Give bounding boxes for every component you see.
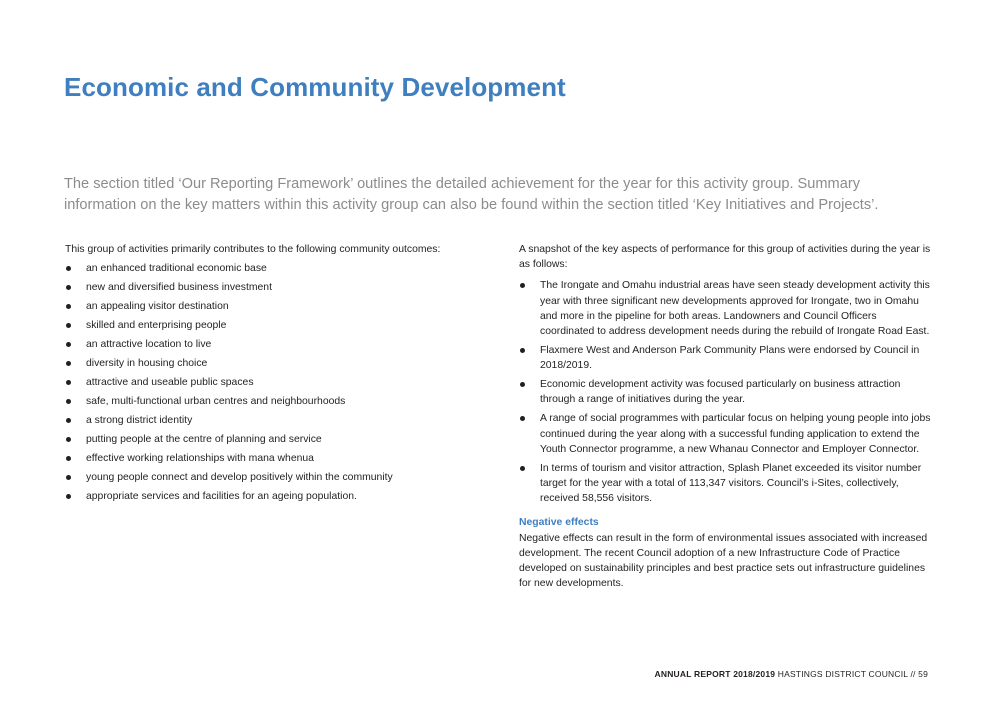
footer-council-name: HASTINGS DISTRICT COUNCIL — [777, 669, 908, 679]
footer-separator: // — [910, 669, 916, 679]
bullet-icon — [66, 285, 71, 290]
page-title: Economic and Community Development — [64, 72, 566, 102]
list-item: putting people at the centre of planning and service — [65, 432, 485, 451]
bullet-icon — [66, 494, 71, 499]
list-item: safe, multi-functional urban centres and neighbourhoods — [65, 394, 485, 413]
page-number: 59 — [918, 669, 928, 679]
bullet-icon — [66, 418, 71, 423]
bullet-icon — [66, 380, 71, 385]
bullet-icon — [66, 266, 71, 271]
footer-report-title: ANNUAL REPORT 2018/2019 — [654, 669, 776, 679]
list-item: young people connect and develop positively within the community — [65, 470, 485, 489]
outcomes-lead: This group of activities primarily contributes to the following community outcomes: — [65, 244, 441, 255]
list-item: skilled and enterprising people — [65, 318, 485, 337]
bullet-icon — [66, 456, 71, 461]
negative-effects-body: Negative effects can result in the form of environmental issues associated with increased development. The recent Council adoption of a new Infrastructure Code of Practice developed on sustainability principles and best practice sets out infrastructure guidelines for new developments. — [519, 532, 928, 590]
list-item: a strong district identity — [65, 413, 485, 432]
negative-effects-heading: Negative effects — [519, 517, 599, 529]
bullet-icon — [520, 416, 525, 421]
list-item: appropriate services and facilities for an ageing population. — [65, 489, 485, 508]
bullet-icon — [66, 437, 71, 442]
list-item: effective working relationships with mana whenua — [65, 451, 485, 470]
bullet-icon — [66, 361, 71, 366]
list-item: In terms of tourism and visitor attraction, Splash Planet exceeded its visitor number target for the year with a total of 113,347 visitors. Council’s i-Sites, collectively, received 58,556 visitors. — [519, 461, 933, 507]
bullet-icon — [66, 399, 71, 404]
list-item: Flaxmere West and Anderson Park Community Plans were endorsed by Council in 2018/2019. — [519, 343, 933, 373]
bullet-icon — [66, 323, 71, 328]
list-item: The Irongate and Omahu industrial areas have seen steady development activity this year with three significant new developments approved for Irongate, two in Omahu and more in the pipeline for both areas. Landowners and Council Officers coordinated to address development needs during the rebuild of Irongate Road East. — [519, 278, 933, 339]
list-item: A range of social programmes with particular focus on helping young people into jobs continued during the year along with a successful funding application to extend the Youth Connector programme, a new Whanau Connector and Employer Connector. — [519, 411, 933, 457]
bullet-icon — [520, 283, 525, 288]
page-footer — [655, 669, 928, 679]
list-item: diversity in housing choice — [65, 356, 485, 375]
list-item: Economic development activity was focused particularly on business attraction through a range of initiatives during the year. — [519, 377, 933, 407]
bullet-icon — [66, 342, 71, 347]
bullet-icon — [520, 382, 525, 387]
list-item: new and diversified business investment — [65, 280, 485, 299]
bullet-icon — [520, 466, 525, 471]
list-item: attractive and useable public spaces — [65, 375, 485, 394]
right-column — [519, 242, 933, 591]
snapshot-lead: A snapshot of the key aspects of performance for this group of activities during the year is as follows: — [519, 244, 931, 271]
bullet-icon — [66, 304, 71, 309]
list-item: an attractive location to live — [65, 337, 485, 356]
performance-snapshot-list — [519, 278, 933, 506]
community-outcomes-list — [65, 261, 485, 508]
intro-paragraph: The section titled ‘Our Reporting Framework’ outlines the detailed achievement for the year for this activity group. Summary information on the key matters within this activity group can also be found within the section titled ‘Key Initiatives and Projects’. — [64, 176, 879, 213]
bullet-icon — [66, 475, 71, 480]
bullet-icon — [520, 348, 525, 353]
left-column — [65, 242, 485, 508]
list-item: an enhanced traditional economic base — [65, 261, 485, 280]
list-item: an appealing visitor destination — [65, 299, 485, 318]
